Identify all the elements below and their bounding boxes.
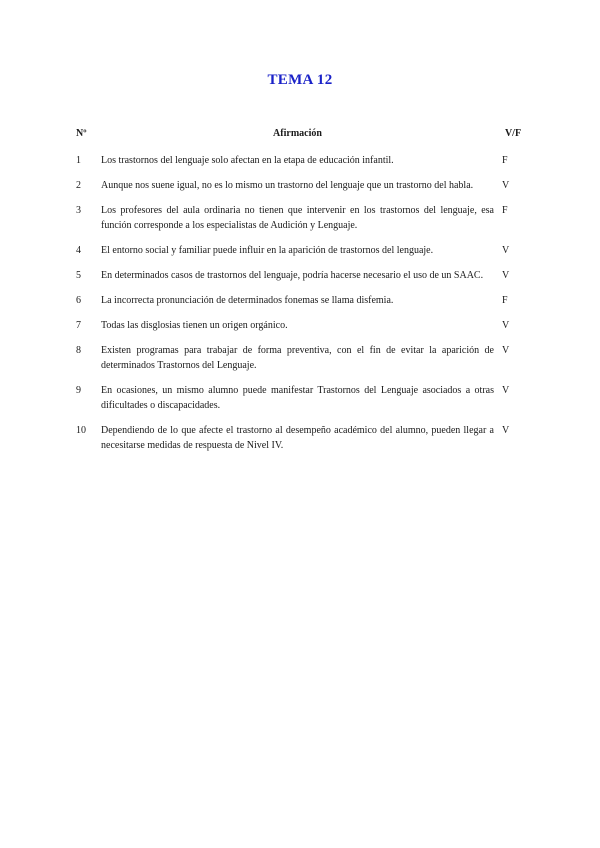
row-answer: V bbox=[502, 270, 510, 281]
row-number: 3 bbox=[76, 205, 81, 216]
row-number: 1 bbox=[76, 155, 81, 166]
row-statement: La incorrecta pronunciación de determinados fonemas se llama disfemia. bbox=[101, 295, 394, 306]
row-statement: Los trastornos del lenguaje solo afectan en la etapa de educación infantil. bbox=[101, 155, 394, 166]
row-number: 2 bbox=[76, 180, 81, 191]
row-statement: Todas las disglosias tienen un origen orgánico. bbox=[101, 320, 288, 331]
table-header-row bbox=[76, 126, 524, 153]
table-row bbox=[76, 153, 524, 178]
row-number: 7 bbox=[76, 320, 81, 331]
row-statement: En determinados casos de trastornos del lenguaje, podría hacerse necesario el uso de un SAAC. bbox=[101, 270, 484, 281]
row-answer: V bbox=[502, 345, 510, 356]
page-title: TEMA 12 bbox=[267, 72, 333, 88]
row-number: 9 bbox=[76, 385, 81, 396]
row-answer: V bbox=[502, 320, 510, 331]
row-answer: F bbox=[502, 155, 508, 166]
statements-table bbox=[76, 126, 524, 463]
row-statement: En ocasiones, un mismo alumno puede manifestar Trastornos del Lenguaje asociados a otras dificultades o discapacidades. bbox=[101, 385, 494, 411]
row-answer: V bbox=[502, 385, 510, 396]
row-answer: F bbox=[502, 295, 508, 306]
table-row bbox=[76, 423, 524, 463]
header-answer: V/F bbox=[504, 128, 522, 139]
table-row bbox=[76, 203, 524, 243]
table-row bbox=[76, 293, 524, 318]
row-answer: V bbox=[502, 425, 510, 436]
row-number: 5 bbox=[76, 270, 81, 281]
table-row bbox=[76, 318, 524, 343]
row-answer: F bbox=[502, 205, 508, 216]
row-answer: V bbox=[502, 180, 510, 191]
row-statement: Los profesores del aula ordinaria no tienen que intervenir en los trastornos del lenguaje, esa función corresponde a los especialistas de Audición y Lenguaje. bbox=[101, 205, 494, 231]
row-statement: Dependiendo de lo que afecte el trastorno al desempeño académico del alumno, pueden llegar a necesitarse medidas de respuesta de Nivel IV. bbox=[101, 425, 494, 451]
row-statement: El entorno social y familiar puede influir en la aparición de trastornos del lenguaje. bbox=[101, 245, 434, 256]
table-row bbox=[76, 268, 524, 293]
row-number: 4 bbox=[76, 245, 81, 256]
row-answer: V bbox=[502, 245, 510, 256]
header-number: Nº bbox=[76, 128, 87, 139]
row-statement: Aunque nos suene igual, no es lo mismo un trastorno del lenguaje que un trastorno del habla. bbox=[101, 180, 474, 191]
row-number: 6 bbox=[76, 295, 81, 306]
header-statement: Afirmación bbox=[273, 128, 322, 139]
row-number: 8 bbox=[76, 345, 81, 356]
table-row bbox=[76, 383, 524, 423]
row-number: 10 bbox=[76, 425, 86, 436]
row-statement: Existen programas para trabajar de forma preventiva, con el fin de evitar la aparición de determinados Trastornos del Lenguaje. bbox=[101, 345, 494, 371]
table-row bbox=[76, 243, 524, 268]
table-row bbox=[76, 343, 524, 383]
table-row bbox=[76, 178, 524, 203]
